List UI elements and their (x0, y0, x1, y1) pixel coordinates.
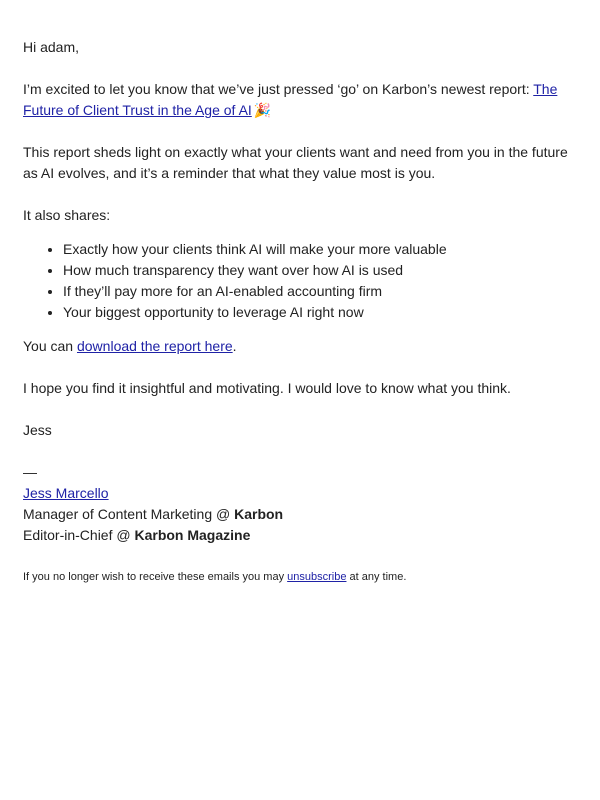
signature-title-1 (23, 504, 577, 525)
shares-intro: It also shares: (23, 207, 111, 223)
intro-text: I’m excited to let you know that we’ve just pressed ‘go’ on Karbon’s newest report: (23, 81, 534, 97)
signature-title-1-prefix: Manager of Content Marketing @ (23, 506, 235, 522)
footer-prefix: If you no longer wish to receive these emails you may (23, 571, 288, 583)
report-description: This report sheds light on exactly what your clients want and need from you in the future as AI evolves, and it’s a reminder that what they value most is you. (23, 144, 568, 181)
signature-dash: — (23, 464, 37, 480)
list-item: • If they’ll pay more for an AI-enabled accounting firm (63, 281, 577, 302)
list-item: • Your biggest opportunity to leverage AI right now (63, 302, 577, 323)
list-item: • How much transparency they want over how AI is used (63, 260, 577, 281)
intro-paragraph (23, 79, 577, 121)
download-prefix: You can (23, 338, 77, 354)
download-report-link[interactable]: download the report here (76, 338, 233, 354)
signature-name-link[interactable]: Jess Marcello (23, 485, 109, 501)
footer-suffix: at any time. (346, 571, 407, 583)
signature-block (23, 462, 577, 546)
party-popper-icon: 🎉 (253, 102, 272, 118)
report-link[interactable]: The Future of Client Trust in the Age of AI (23, 81, 558, 118)
list-item: • Exactly how your clients think AI will make your more valuable (63, 239, 577, 260)
greeting: Hi adam, (23, 39, 80, 55)
unsubscribe-footer (23, 570, 577, 584)
download-paragraph (23, 336, 577, 357)
signature-company: Karbon (234, 506, 284, 522)
closing-paragraph: I hope you find it insightful and motivating. I would love to know what you think. (23, 380, 511, 396)
signature-title-2-prefix: Editor-in-Chief @ (23, 527, 135, 543)
unsubscribe-link[interactable]: unsubscribe (287, 571, 347, 583)
download-suffix: . (232, 338, 237, 354)
shares-list (23, 239, 577, 323)
signature-magazine: Karbon Magazine (134, 527, 251, 543)
signature-title-2 (23, 525, 577, 546)
signoff: Jess (23, 422, 52, 438)
